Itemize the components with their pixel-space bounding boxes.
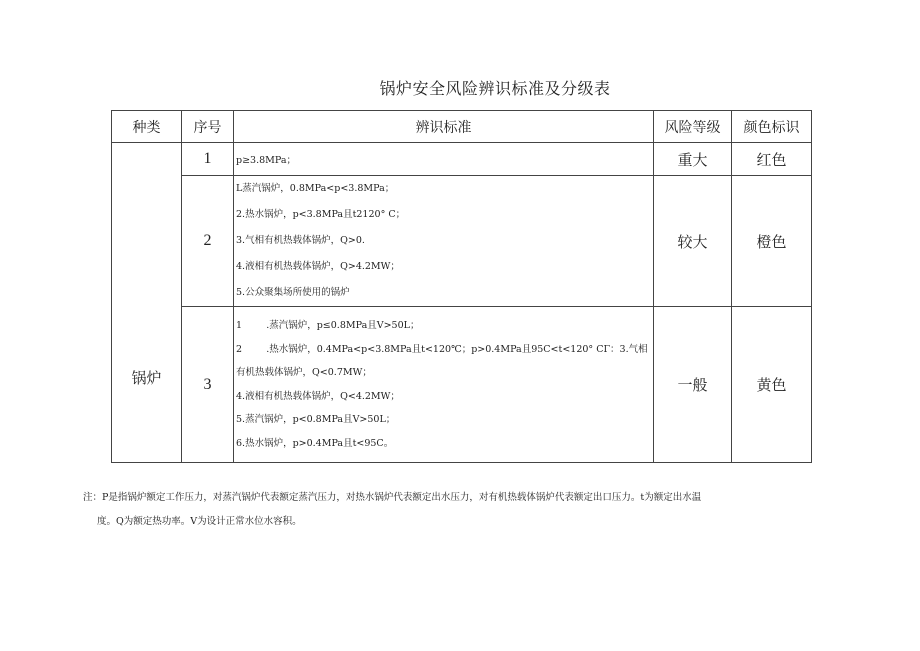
header-color-label: 颜色标识 [732,111,812,143]
criteria-line: 5.公众聚集场所使用的锅炉 [236,287,350,298]
criteria-line: 6.热水锅炉，p>0.4MPa且t<95C。 [236,437,394,449]
criteria-line: 4.液相有机热载体锅炉，Q<4.2MW； [236,390,400,402]
criteria-line: 有机热载体锅炉，Q<0.7MW； [236,367,372,378]
seq-cell: 2 [182,176,234,307]
color-label-cell: 红色 [732,143,812,176]
table-row [112,143,812,176]
table-row [112,176,812,307]
criteria-line: p≥3.8MPa； [236,155,297,166]
seq-cell: 3 [182,307,234,463]
category-cell: 锅炉 [112,143,182,463]
header-risk-level: 风险等级 [654,111,732,143]
criteria-line: 3.气相有机热载体锅炉，Q>0. [236,235,365,246]
color-label-cell: 橙色 [732,176,812,307]
criteria-line: 5.蒸汽锅炉，p<0.8MPa且V>50L； [236,414,396,425]
criteria-line: 4.液相有机热载体锅炉，Q>4.2MW； [236,261,400,272]
criteria-line: 1 .蒸汽锅炉，p≤0.8MPa且V>50L； [236,320,420,331]
criteria-cell [234,176,654,307]
risk-table [111,110,812,463]
page-title: 锅炉安全风险辨识标准及分级表 [379,79,611,98]
risk-level-cell: 较大 [654,176,732,307]
header-category: 种类 [112,111,182,143]
footnote-line: 度。Q为额定热功率。V为设计正常水位水容积。 [97,516,302,527]
criteria-cell [234,307,654,463]
table-row [112,307,812,463]
footnote [83,486,813,534]
header-seq: 序号 [182,111,234,143]
criteria-line: L蒸汽锅炉，0.8MPa<p<3.8MPa； [236,183,395,194]
risk-level-cell: 一般 [654,307,732,463]
criteria-cell [234,143,654,176]
footnote-line: 注：P是指锅炉额定工作压力，对蒸汽锅炉代表额定蒸汽压力，对热水锅炉代表额定出水压力，对有机热载体锅炉代表额定出口压力。t为额定出水温 [83,492,702,503]
color-label-cell: 黄色 [732,307,812,463]
criteria-line: 2 .热水锅炉，0.4MPa<p<3.8MPa且t<120℃；p>0.4MPa且95C<t<120° CΓ：3.气相 [236,343,648,355]
table-header-row [112,111,812,143]
criteria-line: 2.热水锅炉，p<3.8MPa且t2120° C； [236,209,406,220]
header-criteria: 辨识标准 [234,111,654,143]
risk-level-cell: 重大 [654,143,732,176]
seq-cell: 1 [182,143,234,176]
